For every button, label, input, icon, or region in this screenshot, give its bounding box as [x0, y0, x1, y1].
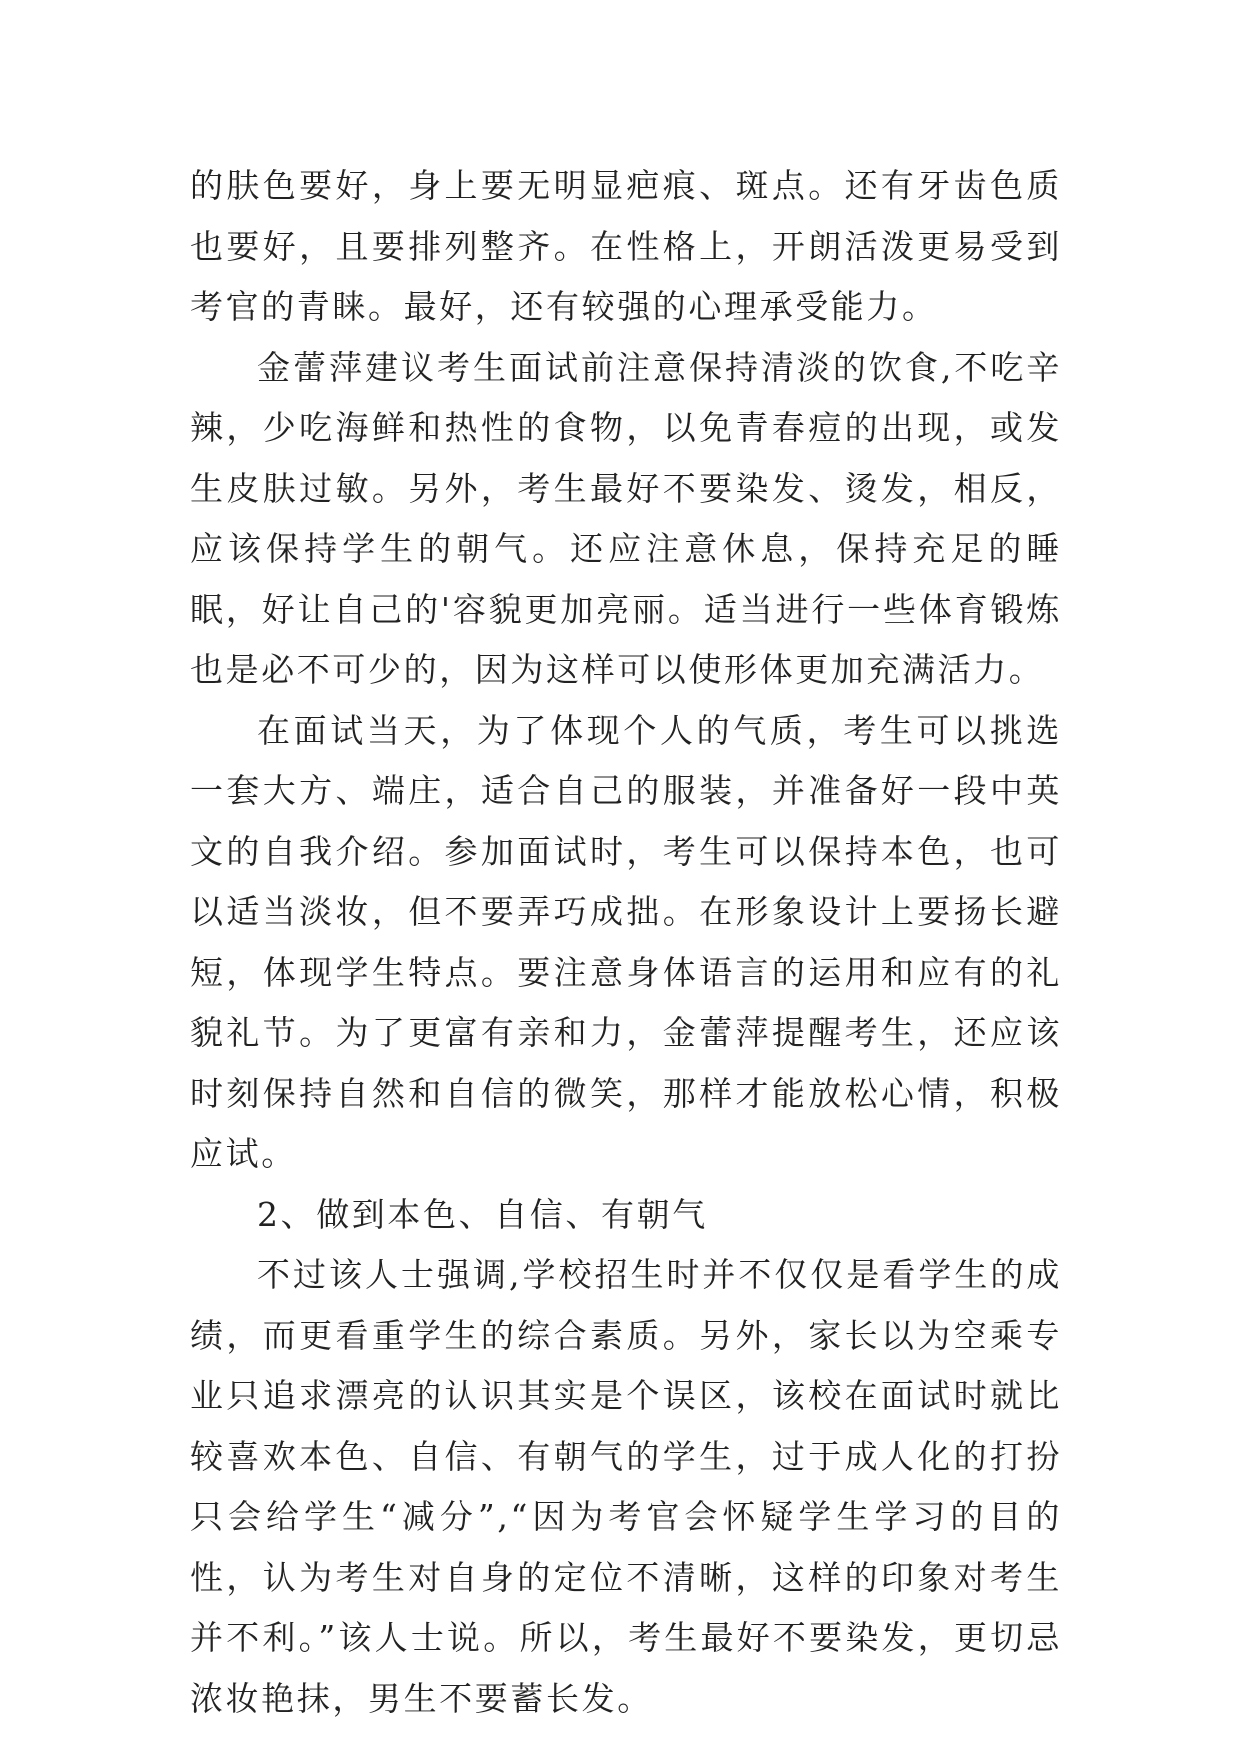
paragraph-interview-day: 在面试当天，为了体现个人的气质，考生可以挑选一套大方、端庄，适合自己的服装，并准备好一段中英文的自我介绍。参加面试时，考生可以保持本色，也可以适当淡妆，但不要弄巧成拙。在形象设计上要扬长避短，体现学生特点。要注意身体语言的运用和应有的礼貌礼节。为了更富有亲和力，金蕾萍提醒考生，还应该时刻保持自然和自信的微笑，那样才能放松心情，积极应试。 [190, 710, 1062, 1173]
paragraph-continuation: 的肤色要好，身上要无明显疤痕、斑点。还有牙齿色质也要好，且要排列整齐。在性格上，开朗活泼更易受到考官的青睐。最好，还有较强的心理承受能力。 [190, 166, 1062, 326]
paragraph-diet-advice: 金蕾萍建议考生面试前注意保持清淡的饮食,不吃辛辣，少吃海鲜和热性的食物，以免青春痘的出现，或发生皮肤过敏。另外，考生最好不要染发、烫发，相反，应该保持学生的朝气。还应注意休息，保持充足的睡眠，好让自己的'容貌更加亮丽。适当进行一些体育锻炼也是必不可少的，因为这样可以使形体更加充满活力。 [190, 347, 1062, 689]
section-heading: 2、做到本色、自信、有朝气 [257, 1194, 708, 1234]
document-body [190, 156, 1062, 1729]
paragraph-comprehensive-quality: 不过该人士强调,学校招生时并不仅仅是看学生的成绩，而更看重学生的综合素质。另外，家长以为空乘专业只追求漂亮的认识其实是个误区，该校在面试时就比较喜欢本色、自信、有朝气的学生，过于成人化的打扮只会给学生“减分”,“因为考官会怀疑学生学习的目的性，认为考生对自身的定位不清晰，这样的印象对考生并不利。”该人士说。所以，考生最好不要染发，更切忌浓妆艳抹，男生不要蓄长发。 [190, 1255, 1062, 1718]
